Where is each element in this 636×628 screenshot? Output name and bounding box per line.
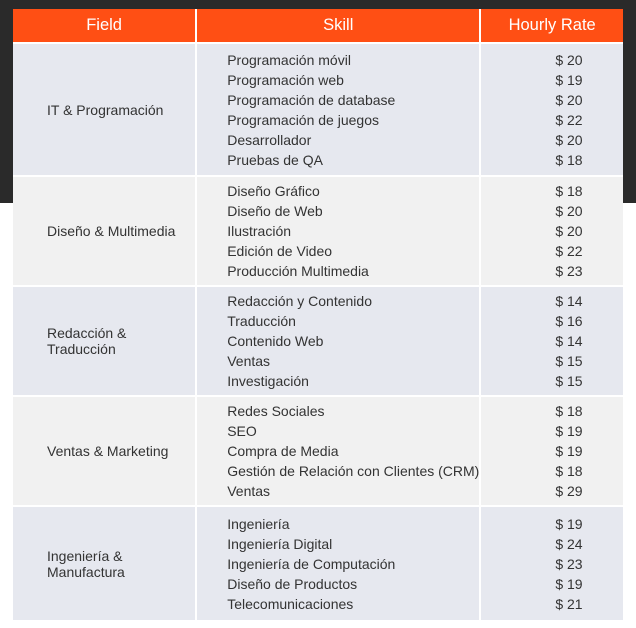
rate-item: $ 22 [555,111,583,128]
field-cell: Ingeniería & Manufactura [13,507,195,622]
field-cell: Ventas & Marketing [13,397,195,507]
rate-cell [479,44,623,177]
skill-item: Diseño Gráfico [227,183,320,199]
rate-item: $ 18 [555,463,583,479]
table-row [13,397,623,507]
rate-list [481,181,623,281]
skill-item: Ingeniería [227,515,290,532]
rate-item: $ 21 [555,595,583,612]
rate-item: $ 18 [555,151,583,168]
skill-item: Redacción y Contenido [227,293,372,309]
table-row [13,177,623,287]
skill-item: Ingeniería Digital [227,535,333,552]
rate-item: $ 20 [555,91,583,108]
rate-item: $ 19 [555,443,583,459]
skill-item: Ventas [227,483,271,499]
skill-cell [195,287,479,397]
rate-list [481,401,623,501]
header-field: Field [13,9,195,44]
rate-item: $ 15 [555,353,583,369]
rate-item: $ 19 [555,71,583,88]
skill-item: Edición de Video [227,243,333,259]
rate-item: $ 20 [555,51,583,68]
skill-item: Pruebas de QA [227,151,323,168]
rate-item: $ 18 [555,183,583,199]
rate-item: $ 20 [555,131,583,148]
rate-list [481,50,623,170]
skill-list [197,514,479,614]
rate-cell [479,397,623,507]
skill-item: Gestión de Relación con Clientes (CRM) [227,463,480,479]
skill-item: Programación móvil [227,51,351,68]
rate-item: $ 23 [555,263,583,279]
skill-list [197,401,479,501]
skill-list [197,291,479,391]
skill-item: Investigación [227,373,309,389]
rate-list [481,291,623,391]
field-cell: Diseño & Multimedia [13,177,195,287]
skill-cell [195,44,479,177]
skill-list [197,181,479,281]
rate-cell [479,287,623,397]
field-cell: Redacción & Traducción [13,287,195,397]
skill-item: Ilustración [227,223,292,239]
skill-item: Compra de Media [227,443,339,459]
rate-item: $ 16 [555,313,583,329]
table-row [13,287,623,397]
skill-item: Programación de database [227,91,396,108]
rate-item: $ 15 [555,373,583,389]
skill-item: Redes Sociales [227,403,325,419]
skill-cell [195,177,479,287]
rate-item: $ 14 [555,333,583,349]
skill-item: Desarrollador [227,131,312,148]
skill-item: Ventas [227,353,271,369]
skill-item: Producción Multimedia [227,263,369,279]
skill-item: Telecomunicaciones [227,595,354,612]
skill-item: Ingeniería de Computación [227,555,396,572]
rate-item: $ 22 [555,243,583,259]
rate-item: $ 29 [555,483,583,499]
skill-item: Traducción [227,313,296,329]
rate-item: $ 19 [555,515,583,532]
skill-item: Programación de juegos [227,111,379,128]
skill-item: SEO [227,423,257,439]
hourly-rate-table [13,9,623,622]
rate-item: $ 23 [555,555,583,572]
header-hourly-rate: Hourly Rate [479,9,623,44]
rate-list [481,514,623,614]
rate-item: $ 24 [555,535,583,552]
rate-item: $ 18 [555,403,583,419]
table-row [13,44,623,177]
field-cell: IT & Programación [13,44,195,177]
rate-item: $ 20 [555,223,583,239]
rate-cell [479,507,623,622]
skill-item: Programación web [227,71,344,88]
header-skill: Skill [195,9,479,44]
skill-item: Diseño de Web [227,203,323,219]
table-body [13,44,623,622]
skill-item: Diseño de Productos [227,575,358,592]
skill-cell [195,507,479,622]
table-header [13,9,623,44]
skill-list [197,50,479,170]
table-row [13,507,623,622]
rate-item: $ 14 [555,293,583,309]
rate-cell [479,177,623,287]
rate-item: $ 19 [555,423,583,439]
skill-cell [195,397,479,507]
rate-item: $ 19 [555,575,583,592]
rate-item: $ 20 [555,203,583,219]
skill-item: Contenido Web [227,333,324,349]
